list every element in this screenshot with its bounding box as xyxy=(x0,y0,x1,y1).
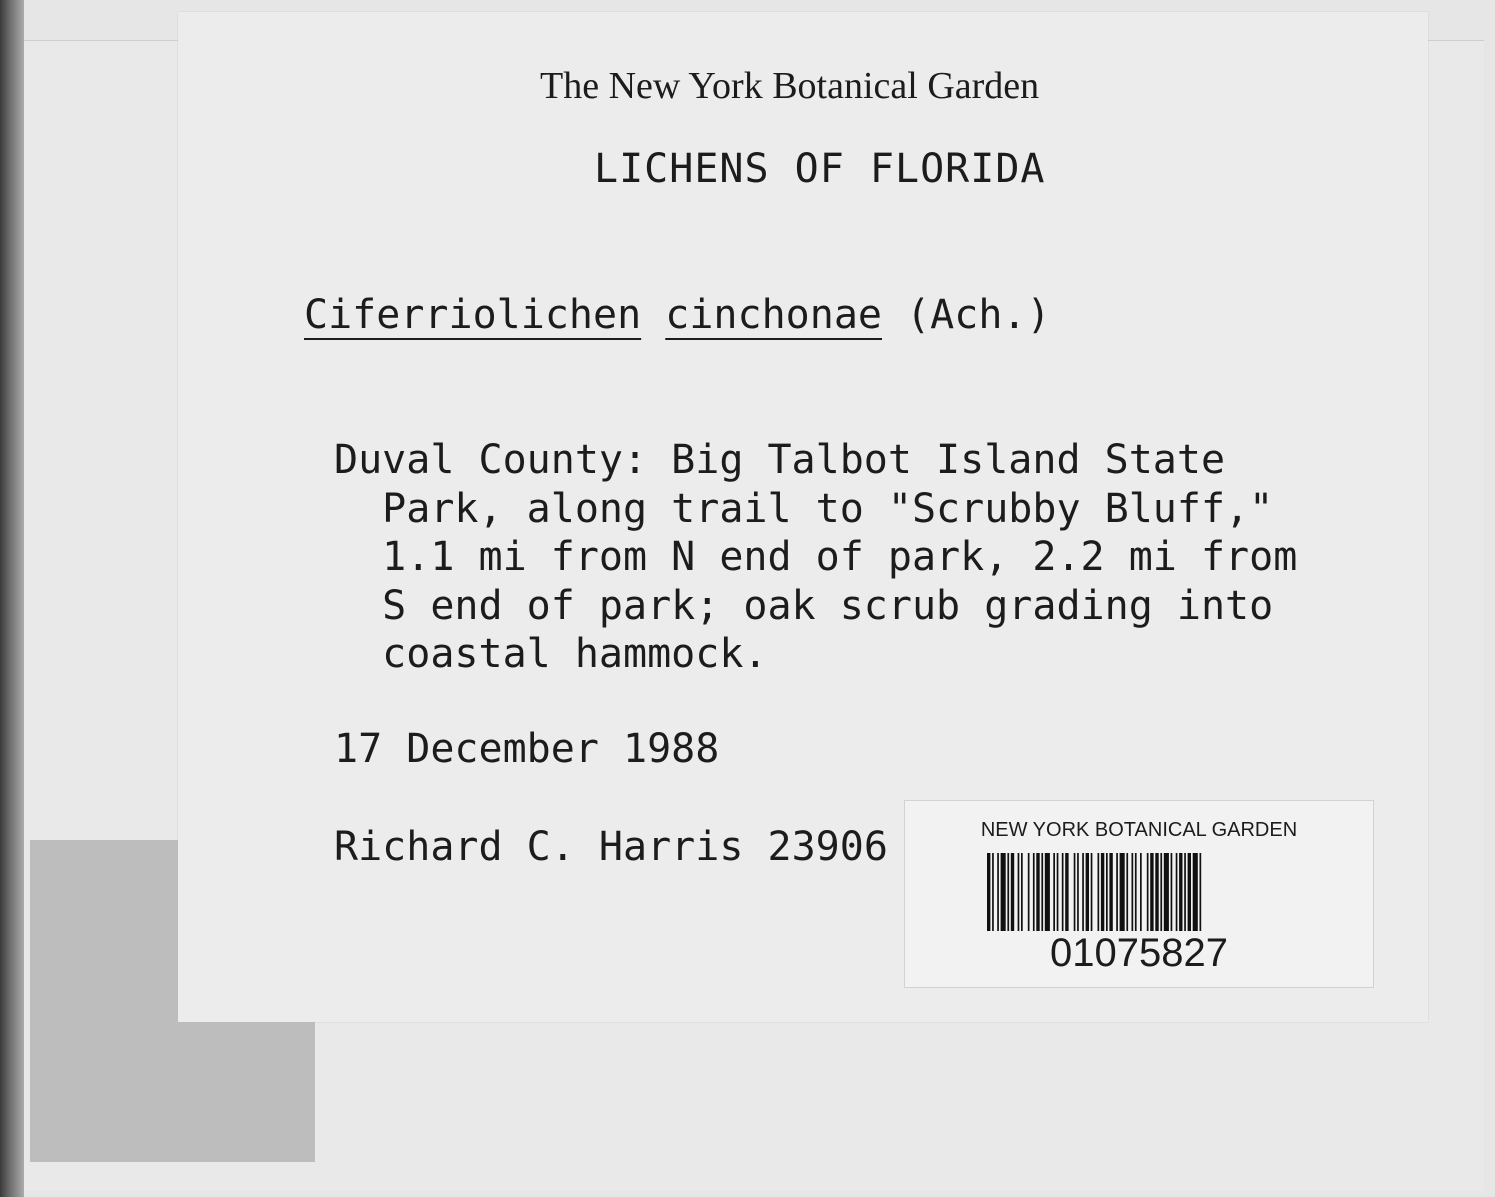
barcode-bar xyxy=(1140,853,1142,931)
barcode-bar xyxy=(1082,853,1084,931)
barcode-bar xyxy=(1179,853,1182,931)
barcode-bar xyxy=(1150,853,1153,931)
barcode-bar xyxy=(1188,853,1191,931)
barcode-bar xyxy=(1164,853,1169,931)
barcode-bar xyxy=(1147,853,1149,931)
barcode-bar xyxy=(1106,853,1108,931)
barcode-bar xyxy=(1041,853,1043,931)
taxon-authority: (Ach.) xyxy=(906,292,1051,338)
barcode-bar xyxy=(1001,853,1006,931)
barcode-bar xyxy=(1109,853,1112,931)
barcode-bar xyxy=(1074,853,1076,931)
barcode-bar xyxy=(1018,853,1020,931)
barcode-bar xyxy=(1045,853,1050,931)
collection-date: 17 December 1988 xyxy=(334,726,720,772)
barcode-bar xyxy=(997,853,999,931)
barcode-bar xyxy=(1176,853,1178,931)
locality-line: Duval County: Big Talbot Island State xyxy=(334,437,1226,483)
locality-description xyxy=(334,436,1297,679)
collection-number: 23906 xyxy=(767,824,888,870)
barcode-bar xyxy=(1033,853,1035,931)
collector-line xyxy=(334,824,888,870)
locality-line: S end of park; oak scrub grading into xyxy=(334,582,1274,629)
barcode-bar xyxy=(1135,853,1137,931)
barcode-label xyxy=(904,800,1374,988)
barcode-bar xyxy=(987,853,990,931)
specimen-label xyxy=(178,12,1428,1022)
series-title: LICHENS OF FLORIDA xyxy=(594,146,1046,192)
locality-line: 1.1 mi from N end of park, 2.2 mi from xyxy=(334,534,1298,580)
locality-line: coastal hammock. xyxy=(334,631,768,677)
barcode-bar xyxy=(1062,853,1064,931)
barcode-icon xyxy=(987,853,1293,931)
institution-name: The New York Botanical Garden xyxy=(540,65,1040,107)
collector-name: Richard C. Harris xyxy=(334,824,744,870)
barcode-bar xyxy=(1021,853,1023,931)
barcode-bar xyxy=(1120,853,1125,931)
barcode-bar xyxy=(1053,853,1055,931)
locality-line: Park, along trail to "Scrubby Bluff," xyxy=(334,485,1274,532)
barcode-bar xyxy=(992,853,994,931)
barcode-bar xyxy=(1101,853,1104,931)
barcode-bar xyxy=(1171,853,1173,931)
barcode-bar xyxy=(1116,853,1118,931)
barcode-title: NEW YORK BOTANICAL GARDEN xyxy=(980,819,1298,841)
barcode-number: 01075827 xyxy=(1050,931,1228,975)
taxon-epithet: cinchonae xyxy=(665,292,882,338)
barcode-bar xyxy=(1098,853,1100,931)
barcode-bar xyxy=(1132,853,1134,931)
barcode-bar xyxy=(1028,853,1030,931)
barcode-bar xyxy=(1057,853,1059,931)
barcode-bar xyxy=(1200,853,1202,931)
barcode-bar xyxy=(1065,853,1068,931)
barcode-bar xyxy=(1036,853,1039,931)
barcode-bar xyxy=(1155,853,1158,931)
taxon-name xyxy=(304,292,1051,338)
barcode-bar xyxy=(1077,853,1079,931)
barcode-bar xyxy=(1184,853,1186,931)
barcode-bar xyxy=(1011,853,1014,931)
barcode-bar xyxy=(1091,853,1093,931)
barcode-bar xyxy=(1193,853,1198,931)
barcode-bar xyxy=(1086,853,1089,931)
taxon-genus: Ciferriolichen xyxy=(304,292,642,338)
barcode-bar xyxy=(1007,853,1009,931)
barcode-bar xyxy=(1126,853,1128,931)
barcode-bar xyxy=(1160,853,1162,931)
